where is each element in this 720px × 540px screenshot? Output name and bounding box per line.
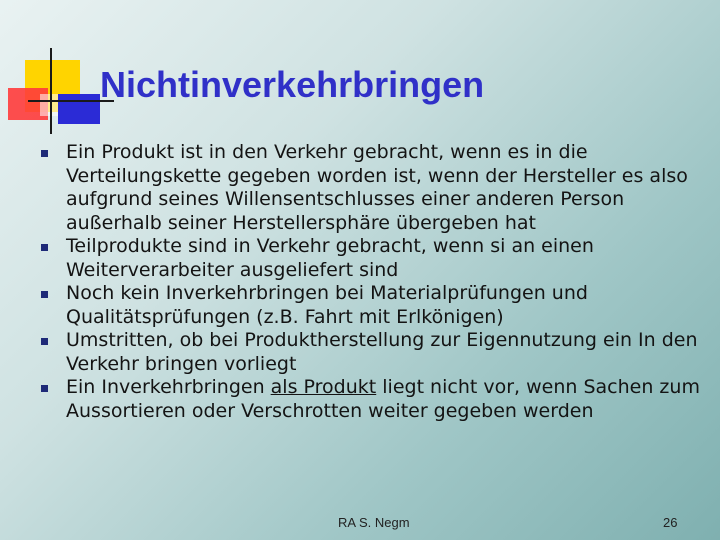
square-bullet-icon [41,385,48,392]
bullet-item [38,235,710,282]
bullet-item [38,376,710,423]
bullet-text-underlined: als Produkt [270,376,377,398]
bullet-text-start: Ein Inverkehrbringen [66,376,271,398]
bullet-item [38,141,710,235]
bullet-list [38,141,710,423]
square-bullet-icon [41,338,48,345]
square-bullet-icon [41,150,48,157]
bullet-text: Ein Produkt ist in den Verkehr gebracht, wenn es in die Verteilungskette gegeben worden ist, wenn der Hersteller es also aufgrund seines Willensentschlusses einer anderen Person außerhalb seiner Herstellersphäre übergeben hat [66,141,688,234]
bullet-item [38,329,710,376]
footer-author: RA S. Negm [338,515,410,530]
square-bullet-icon [41,244,48,251]
bullet-text: Umstritten, ob bei Produktherstellung zur Eigennutzung ein In den Verkehr bringen vorliegt [66,329,698,375]
logo-vertical-line [50,48,52,134]
logo-blue-square [58,94,100,124]
bullet-item [38,282,710,329]
bullet-text: Noch kein Inverkehrbringen bei Materialprüfungen und Qualitätsprüfungen (z.B. Fahrt mit Erlkönigen) [66,282,588,328]
bullet-text: Teilprodukte sind in Verkehr gebracht, wenn si an einen Weiterverarbeiter ausgeliefert sind [66,235,594,281]
bullet-text-end: liegt nicht vor, wenn Sachen zum Aussortieren oder Verschrotten weiter gegeben werden [66,376,700,422]
square-bullet-icon [41,291,48,298]
decorative-logo [0,0,100,140]
page-number: 26 [663,515,678,530]
slide-title: Nichtinverkehrbringen [100,64,485,105]
